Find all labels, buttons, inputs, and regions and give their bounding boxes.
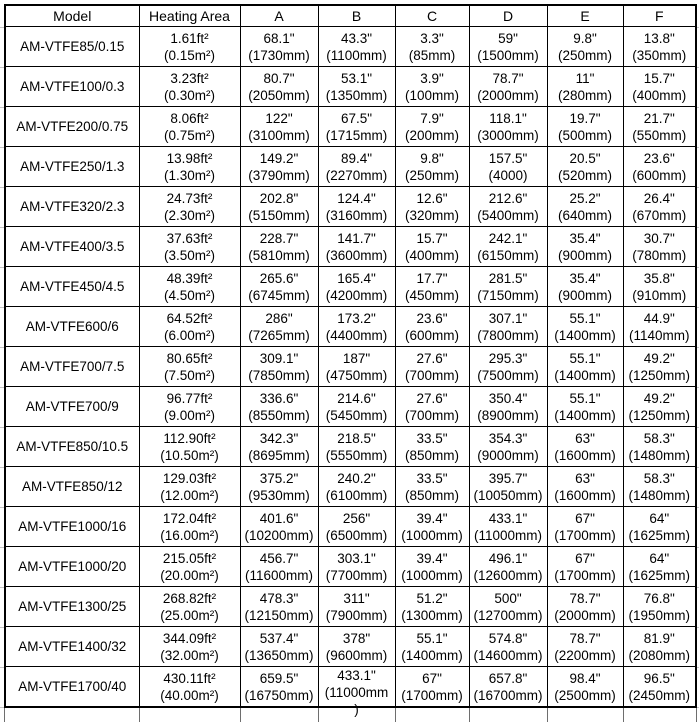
table-cell: 187" (4750mm) [318, 347, 395, 387]
table-cell: 55.1" (1400mm) [547, 307, 623, 347]
table-cell: 96.5" (2450mm) [623, 667, 696, 708]
model-cell: AM-VTFE700/9 [5, 387, 139, 427]
bottom-gridline [395, 708, 396, 722]
margin-gridline [0, 307, 4, 308]
table-cell: 215.05ft² (20.00m²) [139, 547, 240, 587]
column-header-a: A [240, 5, 318, 27]
table-cell: 9.8" (250mm) [395, 147, 469, 187]
table-cell: 401.6" (10200mm) [240, 507, 318, 547]
table-cell: 3.3" (85mm) [395, 27, 469, 67]
table-cell: 58.3" (1480mm) [623, 427, 696, 467]
model-cell: AM-VTFE320/2.3 [5, 187, 139, 227]
bottom-gridline [240, 708, 241, 722]
table-cell: 395.7" (10050mm) [469, 467, 547, 507]
margin-gridline [0, 387, 4, 388]
table-cell: 11" (280mm) [547, 67, 623, 107]
table-row [5, 627, 696, 667]
spec-table [4, 4, 697, 717]
table-row [5, 227, 696, 267]
table-cell: 33.5" (850mm) [395, 427, 469, 467]
table-cell: 311" (7900mm) [318, 587, 395, 627]
column-header-heating-area: Heating Area [139, 5, 240, 27]
table-cell: 122" (3100mm) [240, 107, 318, 147]
table-cell: 43.3" (1100mm) [318, 27, 395, 67]
table-cell: 281.5" (7150mm) [469, 267, 547, 307]
table-cell: 218.5" (5550mm) [318, 427, 395, 467]
table-cell: 49.2" (1250mm) [623, 387, 696, 427]
table-cell: 124.4" (3160mm) [318, 187, 395, 227]
margin-gridline [0, 627, 4, 628]
table-header [5, 5, 696, 27]
table-cell: 78.7" (2200mm) [547, 627, 623, 667]
table-cell: 59" (1500mm) [469, 27, 547, 67]
table-cell: 37.63ft² (3.50m²) [139, 227, 240, 267]
margin-gridline [0, 107, 4, 108]
table-cell: 378" (9600mm) [318, 627, 395, 667]
table-cell: 67" (1700mm) [547, 547, 623, 587]
table-cell: 58.3" (1480mm) [623, 467, 696, 507]
table-cell: 265.6" (6745mm) [240, 267, 318, 307]
table-cell: 55.1" (1400mm) [547, 347, 623, 387]
table-cell: 307.1" (7800mm) [469, 307, 547, 347]
table-cell: 574.8" (14600mm) [469, 627, 547, 667]
margin-gridline [0, 267, 4, 268]
model-cell: AM-VTFE1000/16 [5, 507, 139, 547]
table-row [5, 67, 696, 107]
table-cell: 23.6" (600mm) [395, 307, 469, 347]
table-row [5, 467, 696, 507]
table-cell: 67" (1700mm) [395, 667, 469, 708]
table-cell: 27.6" (700mm) [395, 347, 469, 387]
column-header-e: E [547, 5, 623, 27]
table-cell: 173.2" (4400mm) [318, 307, 395, 347]
table-cell: 64" (1625mm) [623, 507, 696, 547]
table-cell: 9.8" (250mm) [547, 27, 623, 67]
margin-gridline [0, 467, 4, 468]
column-header-model: Model [5, 5, 139, 27]
table-cell: 433.1" (11000mm ) [318, 667, 395, 708]
table-cell: 344.09ft² (32.00m²) [139, 627, 240, 667]
margin-gridline [0, 587, 4, 588]
table-cell: 98.4" (2500mm) [547, 667, 623, 708]
bottom-gridline [623, 708, 624, 722]
table-cell: 33.5" (850mm) [395, 467, 469, 507]
model-cell: AM-VTFE250/1.3 [5, 147, 139, 187]
table-row [5, 507, 696, 547]
table-cell: 67" (1700mm) [547, 507, 623, 547]
table-cell: 53.1" (1350mm) [318, 67, 395, 107]
table-cell: 309.1" (7850mm) [240, 347, 318, 387]
model-cell: AM-VTFE450/4.5 [5, 267, 139, 307]
header-row [5, 5, 696, 27]
table-cell: 268.82ft² (25.00m²) [139, 587, 240, 627]
table-cell: 63" (1600mm) [547, 427, 623, 467]
table-cell: 12.6" (320mm) [395, 187, 469, 227]
table-cell: 49.2" (1250mm) [623, 347, 696, 387]
model-cell: AM-VTFE700/7.5 [5, 347, 139, 387]
table-cell: 212.6" (5400mm) [469, 187, 547, 227]
model-cell: AM-VTFE85/0.15 [5, 27, 139, 67]
table-cell: 202.8" (5150mm) [240, 187, 318, 227]
table-cell: 157.5" (4000) [469, 147, 547, 187]
table-cell: 354.3" (9000mm) [469, 427, 547, 467]
bottom-gridline [139, 708, 140, 722]
table-row [5, 267, 696, 307]
table-row [5, 27, 696, 67]
table-cell: 456.7" (11600mm) [240, 547, 318, 587]
table-cell: 55.1" (1400mm) [395, 627, 469, 667]
table-cell: 172.04ft² (16.00m²) [139, 507, 240, 547]
table-cell: 149.2" (3790mm) [240, 147, 318, 187]
table-cell: 1.61ft² (0.15m²) [139, 27, 240, 67]
table-cell: 430.11ft² (40.00m²) [139, 667, 240, 708]
table-row [5, 307, 696, 347]
table-cell: 39.4" (1000mm) [395, 547, 469, 587]
table-cell: 7.9" (200mm) [395, 107, 469, 147]
table-cell: 27.6" (700mm) [395, 387, 469, 427]
table-cell: 15.7" (400mm) [395, 227, 469, 267]
table-row [5, 107, 696, 147]
margin-gridline [0, 347, 4, 348]
table-cell: 433.1" (11000mm) [469, 507, 547, 547]
table-cell: 19.7" (500mm) [547, 107, 623, 147]
table-cell: 55.1" (1400mm) [547, 387, 623, 427]
bottom-gridline [318, 708, 319, 722]
model-cell: AM-VTFE850/12 [5, 467, 139, 507]
table-cell: 78.7" (2000mm) [469, 67, 547, 107]
table-cell: 67.5" (1715mm) [318, 107, 395, 147]
margin-gridline [0, 507, 4, 508]
margin-gridline [0, 187, 4, 188]
table-row [5, 387, 696, 427]
table-cell: 350.4" (8900mm) [469, 387, 547, 427]
table-row [5, 547, 696, 587]
table-row [5, 427, 696, 467]
margin-gridline [0, 67, 4, 68]
table-cell: 112.90ft² (10.50m²) [139, 427, 240, 467]
model-cell: AM-VTFE1400/32 [5, 627, 139, 667]
model-cell: AM-VTFE400/3.5 [5, 227, 139, 267]
table-cell: 537.4" (13650mm) [240, 627, 318, 667]
table-cell: 51.2" (1300mm) [395, 587, 469, 627]
table-cell: 76.8" (1950mm) [623, 587, 696, 627]
table-cell: 657.8" (16700mm) [469, 667, 547, 708]
table-cell: 240.2" (6100mm) [318, 467, 395, 507]
table-cell: 129.03ft² (12.00m²) [139, 467, 240, 507]
table-cell: 303.1" (7700mm) [318, 547, 395, 587]
table-cell: 242.1" (6150mm) [469, 227, 547, 267]
table-cell: 24.73ft² (2.30m²) [139, 187, 240, 227]
table-cell: 659.5" (16750mm) [240, 667, 318, 708]
table-cell: 17.7" (450mm) [395, 267, 469, 307]
table-cell: 35.4" (900mm) [547, 267, 623, 307]
table-cell: 13.8" (350mm) [623, 27, 696, 67]
bottom-gridline [696, 708, 697, 722]
table-cell: 336.6" (8550mm) [240, 387, 318, 427]
table-cell: 295.3" (7500mm) [469, 347, 547, 387]
model-cell: AM-VTFE200/0.75 [5, 107, 139, 147]
table-cell: 63" (1600mm) [547, 467, 623, 507]
column-header-d: D [469, 5, 547, 27]
table-row [5, 347, 696, 387]
table-cell: 500" (12700mm) [469, 587, 547, 627]
table-cell: 64.52ft² (6.00m²) [139, 307, 240, 347]
table-cell: 496.1" (12600mm) [469, 547, 547, 587]
table-cell: 30.7" (780mm) [623, 227, 696, 267]
table-cell: 21.7" (550mm) [623, 107, 696, 147]
model-cell: AM-VTFE100/0.3 [5, 67, 139, 107]
table-cell: 8.06ft² (0.75m²) [139, 107, 240, 147]
margin-gridline [0, 547, 4, 548]
table-cell: 68.1" (1730mm) [240, 27, 318, 67]
table-cell: 23.6" (600mm) [623, 147, 696, 187]
table-cell: 214.6" (5450mm) [318, 387, 395, 427]
table-cell: 478.3" (12150mm) [240, 587, 318, 627]
table-cell: 165.4" (4200mm) [318, 267, 395, 307]
bottom-gridline [547, 708, 548, 722]
table-row [5, 147, 696, 187]
table-cell: 3.9" (100mm) [395, 67, 469, 107]
table-cell: 20.5" (520mm) [547, 147, 623, 187]
table-cell: 81.9" (2080mm) [623, 627, 696, 667]
margin-gridline [0, 667, 4, 668]
model-cell: AM-VTFE1700/40 [5, 667, 139, 708]
table-row [5, 187, 696, 227]
column-header-b: B [318, 5, 395, 27]
table-cell: 26.4" (670mm) [623, 187, 696, 227]
table-cell: 3.23ft² (0.30m²) [139, 67, 240, 107]
table-cell: 64" (1625mm) [623, 547, 696, 587]
bottom-gridline [469, 708, 470, 722]
table-row [5, 587, 696, 627]
table-cell: 13.98ft² (1.30m²) [139, 147, 240, 187]
table-cell: 228.7" (5810mm) [240, 227, 318, 267]
margin-gridline [0, 147, 4, 148]
bottom-gridline [4, 708, 5, 722]
table-cell: 15.7" (400mm) [623, 67, 696, 107]
table-body [5, 27, 696, 717]
table-cell: 35.4" (900mm) [547, 227, 623, 267]
model-cell: AM-VTFE850/10.5 [5, 427, 139, 467]
margin-gridline [0, 27, 4, 28]
margin-gridline [0, 427, 4, 428]
table-cell: 342.3" (8695mm) [240, 427, 318, 467]
column-header-c: C [395, 5, 469, 27]
table-cell: 78.7" (2000mm) [547, 587, 623, 627]
table-cell: 48.39ft² (4.50m²) [139, 267, 240, 307]
margin-gridline [0, 227, 4, 228]
table-cell: 96.77ft² (9.00m²) [139, 387, 240, 427]
table-cell: 25.2" (640mm) [547, 187, 623, 227]
table-cell: 375.2" (9530mm) [240, 467, 318, 507]
table-row [5, 667, 696, 708]
table-cell: 286" (7265mm) [240, 307, 318, 347]
table-cell: 141.7" (3600mm) [318, 227, 395, 267]
model-cell: AM-VTFE1000/20 [5, 547, 139, 587]
table-cell: 35.8" (910mm) [623, 267, 696, 307]
table-cell: 80.7" (2050mm) [240, 67, 318, 107]
table-cell: 89.4" (2270mm) [318, 147, 395, 187]
table-cell: 118.1" (3000mm) [469, 107, 547, 147]
table-cell: 39.4" (1000mm) [395, 507, 469, 547]
table-cell: 80.65ft² (7.50m²) [139, 347, 240, 387]
model-cell: AM-VTFE1300/25 [5, 587, 139, 627]
column-header-f: F [623, 5, 696, 27]
model-cell: AM-VTFE600/6 [5, 307, 139, 347]
table-cell: 256" (6500mm) [318, 507, 395, 547]
table-cell: 44.9" (1140mm) [623, 307, 696, 347]
